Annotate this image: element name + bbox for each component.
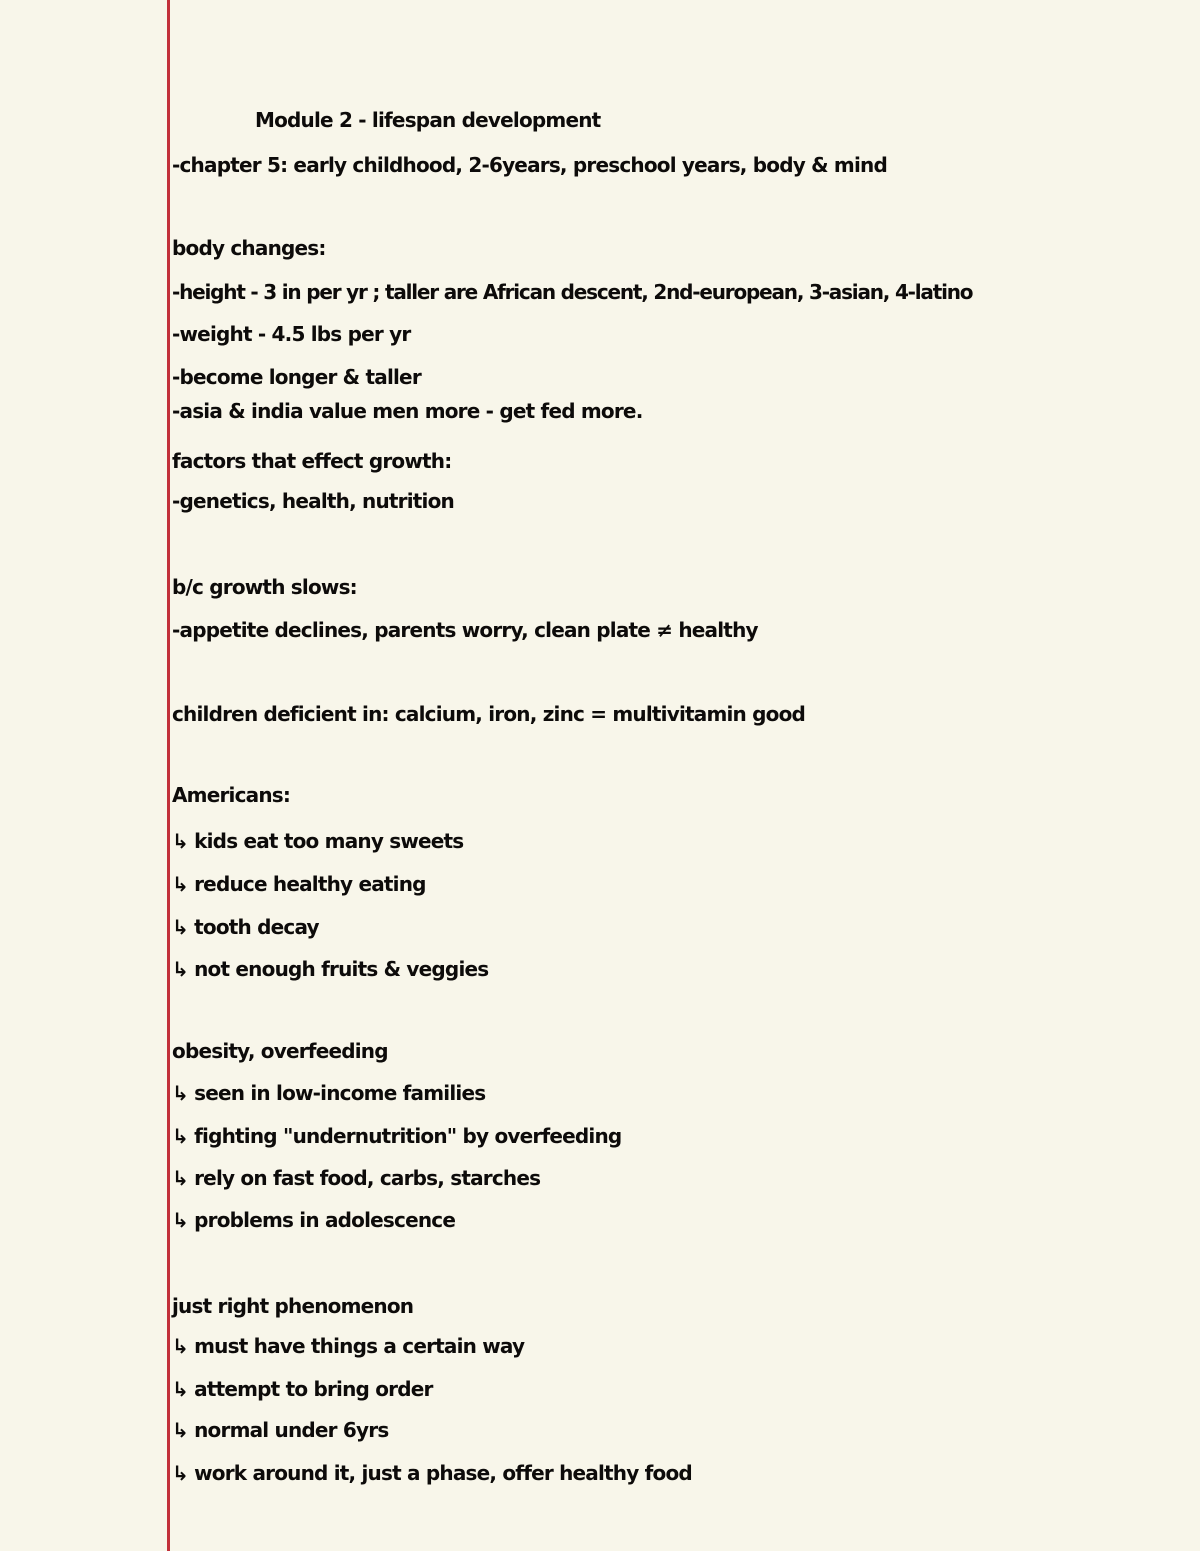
- notes-title: Module 2 - lifespan development: [255, 108, 601, 132]
- appetite-line: -appetite declines, parents worry, clean plate ≠ healthy: [172, 618, 758, 642]
- obesity-heading: obesity, overfeeding: [172, 1039, 388, 1063]
- weight-line: -weight - 4.5 lbs per yr: [172, 322, 411, 346]
- genetics-line: -genetics, health, nutrition: [172, 489, 454, 513]
- americans-item: ↳ not enough fruits & veggies: [172, 957, 489, 981]
- just-right-item: ↳ work around it, just a phase, offer healthy food: [172, 1461, 692, 1485]
- body-changes-heading: body changes:: [172, 236, 326, 260]
- growth-slows-heading: b/c growth slows:: [172, 575, 357, 599]
- obesity-item: ↳ seen in low-income families: [172, 1081, 486, 1105]
- longer-line: -become longer & taller: [172, 365, 421, 389]
- just-right-item: ↳ normal under 6yrs: [172, 1418, 389, 1442]
- just-right-heading: just right phenomenon: [172, 1294, 414, 1318]
- chapter-line: -chapter 5: early childhood, 2-6years, preschool years, body & mind: [172, 153, 887, 177]
- americans-heading: Americans:: [172, 783, 291, 807]
- just-right-item: ↳ must have things a certain way: [172, 1334, 525, 1358]
- obesity-item: ↳ rely on fast food, carbs, starches: [172, 1166, 541, 1190]
- americans-item: ↳ tooth decay: [172, 915, 319, 939]
- americans-item: ↳ kids eat too many sweets: [172, 829, 464, 853]
- asia-line: -asia & india value men more - get fed more.: [172, 399, 643, 423]
- just-right-item: ↳ attempt to bring order: [172, 1377, 433, 1401]
- factors-line: factors that effect growth:: [172, 449, 452, 473]
- height-line: -height - 3 in per yr ; taller are African descent, 2nd-european, 3-asian, 4-latino: [172, 280, 973, 304]
- obesity-item: ↳ problems in adolescence: [172, 1208, 456, 1232]
- obesity-item: ↳ fighting "undernutrition" by overfeeding: [172, 1124, 622, 1148]
- deficient-line: children deficient in: calcium, iron, zinc = multivitamin good: [172, 702, 806, 726]
- americans-item: ↳ reduce healthy eating: [172, 872, 426, 896]
